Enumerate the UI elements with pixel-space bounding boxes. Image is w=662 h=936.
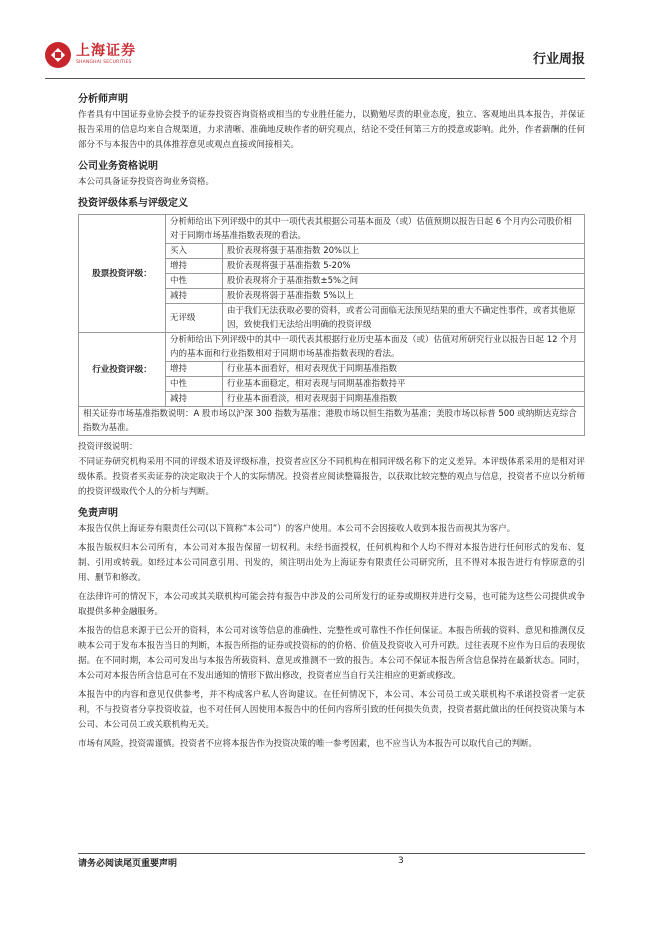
rating-explain-text: 不同证券研究机构采用不同的评级术语及评级标准，投资者应区分不同机构在相同评级名称下的定义差异。本评级体系采用的是相对评级体系。投资者买卖证券的决定取决于个人的实际情况。投资者应阅读整篇报告，以获取比较完整的观点与信息，投资者不应以分析师的投资评级取代个人的分析与判断。: [78, 457, 585, 497]
industry-rating-desc: 分析师给出下列评级中的其中一项代表其根据行业历史基本面及（或）估值对所研究行业以报告日起 12 个月内的基本面和行业指数相对于同期市场基准指数表现的看法。: [166, 333, 585, 362]
logo-icon: [45, 42, 71, 68]
table-row: [79, 333, 585, 362]
rating-explain-label: 投资评级说明：: [78, 442, 138, 452]
table-row: [79, 407, 585, 436]
rating-level: 减持: [166, 392, 223, 407]
rating-system-title: 投资评级体系与评级定义: [78, 198, 188, 209]
rating-note: 由于我们无法获取必要的资料，或者公司面临无法预见结果的重大不确定性事件，或者其他原因，致使我们无法给出明确的投资评级: [223, 304, 585, 333]
qualification-title: 公司业务资格说明: [78, 161, 158, 172]
rating-note: 股价表现将强于基准指数 5-20%: [223, 259, 585, 274]
rating-level: 增持: [166, 362, 223, 377]
analyst-statement-title: 分析师声明: [78, 94, 128, 105]
qualification-text: 本公司具备证券投资咨询业务资格。: [78, 177, 215, 187]
report-type: 行业周报: [532, 52, 585, 67]
stock-rating-desc: 分析师给出下列评级中的其中一项代表其根据公司基本面及（或）估值预期以报告日起 6 个月内公司股价相对于同期市场基准指数表现的看法。: [166, 215, 585, 244]
benchmark-note: 相关证券市场基准指数说明：A 股市场以沪深 300 指数为基准；港股市场以恒生指数为基准；美股市场以标普 500 或纳斯达克综合指数为基准。: [79, 407, 585, 436]
rating-note: 行业基本面稳定，相对表现与同期基准指数持平: [223, 377, 585, 392]
footer-divider: [78, 853, 585, 854]
disclaimer-paragraph: 本报告中的内容和意见仅供参考，并不构成客户私人咨询建议。在任何情况下，本公司、本公司员工或关联机构不承诺投资者一定获利，不与投资者分享投资收益，也不对任何人因使用本报告中的任何内容所引致的任何损失负责，投资者据此做出的任何投资决策与本公司、本公司员工或关联机构无关。: [78, 690, 585, 730]
rating-note: 行业基本面看好，相对表现优于同期基准指数: [223, 362, 585, 377]
rating-level: 中性: [166, 274, 223, 289]
rating-level: 减持: [166, 289, 223, 304]
header-divider: [45, 78, 585, 79]
footer-notice: 请务必阅读尾页重要声明: [78, 859, 178, 869]
industry-rating-label: 行业投资评级：: [79, 333, 166, 407]
rating-table: [78, 214, 585, 436]
table-row: [79, 215, 585, 244]
rating-note: 股价表现将强于基准指数 20%以上: [223, 244, 585, 259]
rating-level: 无评级: [166, 304, 223, 333]
rating-note: 行业基本面看淡，相对表现弱于同期基准指数: [223, 392, 585, 407]
rating-level: 中性: [166, 377, 223, 392]
disclaimer-paragraph: 本报告仅供上海证券有限责任公司(以下简称“本公司”）的客户使用。本公司不会因接收人收到本报告而视其为客户。: [78, 524, 516, 534]
rating-level: 增持: [166, 259, 223, 274]
disclaimer-paragraph: 市场有风险，投资需谨慎。投资者不应将本报告作为投资决策的唯一参考因素，也不应当认为本报告可以取代自己的判断。: [78, 739, 538, 749]
rating-note: 股价表现将介于基准指数±5%之间: [223, 274, 585, 289]
stock-rating-label: 股票投资评级：: [79, 215, 166, 333]
page-number: 3: [398, 856, 404, 866]
page-content: [78, 90, 585, 752]
analyst-statement-text: 作者具有中国证券业协会授予的证券投资咨询资格或相当的专业胜任能力，以勤勉尽责的职业态度，独立、客观地出具本报告，并保证报告采用的信息均来自合规渠道，力求清晰、准确地反映作者的研究观点，结论不受任何第三方的授意或影响。此外，作者薪酬的任何部分不与本报告中的具体推荐意见或观点直接或间接相关。: [78, 110, 585, 150]
disclaimer-paragraph: 在法律许可的情况下，本公司或其关联机构可能会持有报告中涉及的公司所发行的证券或期权并进行交易，也可能为这些公司提供或争取提供多种金融服务。: [78, 592, 585, 617]
rating-level: 买入: [166, 244, 223, 259]
disclaimer-title: 免责声明: [78, 508, 118, 519]
logo-text-en: SHANGHAI SECURITIES: [76, 60, 132, 65]
disclaimer-paragraph: 本报告版权归本公司所有，本公司对本报告保留一切权利。未经书面授权，任何机构和个人均不得对本报告进行任何形式的发布、复制、引用或转载。如经过本公司同意引用、刊发的，须注明出处为上海证券有限责任公司研究所，且不得对本报告进行有悖原意的引用、删节和修改。: [78, 543, 585, 583]
page-header: [45, 42, 585, 78]
logo-text-cn: 上海证券: [76, 43, 136, 59]
company-logo: [45, 42, 136, 68]
disclaimer-paragraph: 本报告的信息来源于已公开的资料，本公司对该等信息的准确性、完整性或可靠性不作任何保证。本报告所载的资料、意见和推测仅反映本公司于发布本报告当日的判断，本报告所指的证券或投资标的的价格、价值及投资收入可升可跌。过往表现不应作为日后的表现依据。在不同时期，本公司可发出与本报告所载资料、意见或推测不一致的报告。本公司不保证本报告所含信息保持在最新状态。同时，本公司对本报告所含信息可在不发出通知的情形下做出修改，投资者应当自行关注相应的更新或修改。: [78, 626, 585, 681]
rating-note: 股价表现将弱于基准指数 5%以上: [223, 289, 585, 304]
